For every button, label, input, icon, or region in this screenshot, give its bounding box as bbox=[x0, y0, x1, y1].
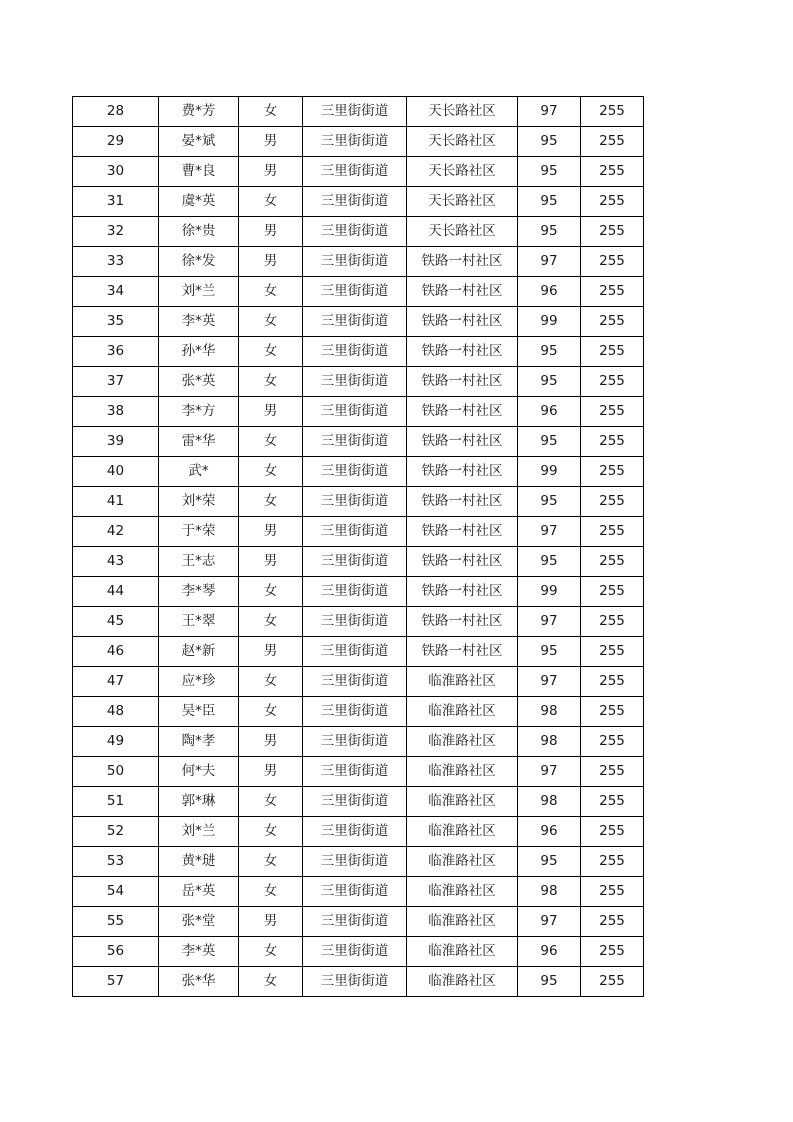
age-cell: 98 bbox=[518, 787, 581, 817]
community-cell: 临淮路社区 bbox=[407, 727, 518, 757]
gender-cell: 女 bbox=[239, 187, 303, 217]
age-cell: 99 bbox=[518, 457, 581, 487]
street-cell: 三里街街道 bbox=[303, 367, 407, 397]
community-cell: 铁路一村社区 bbox=[407, 487, 518, 517]
community-cell: 铁路一村社区 bbox=[407, 307, 518, 337]
row-number-cell: 55 bbox=[73, 907, 159, 937]
name-cell: 应*珍 bbox=[159, 667, 239, 697]
street-cell: 三里街街道 bbox=[303, 397, 407, 427]
age-cell: 97 bbox=[518, 907, 581, 937]
community-cell: 铁路一村社区 bbox=[407, 337, 518, 367]
amount-cell: 255 bbox=[581, 607, 644, 637]
community-cell: 铁路一村社区 bbox=[407, 457, 518, 487]
row-number-cell: 53 bbox=[73, 847, 159, 877]
gender-cell: 女 bbox=[239, 607, 303, 637]
age-cell: 95 bbox=[518, 847, 581, 877]
data-table bbox=[72, 96, 644, 997]
name-cell: 于*荣 bbox=[159, 517, 239, 547]
street-cell: 三里街街道 bbox=[303, 97, 407, 127]
street-cell: 三里街街道 bbox=[303, 697, 407, 727]
row-number-cell: 43 bbox=[73, 547, 159, 577]
street-cell: 三里街街道 bbox=[303, 517, 407, 547]
table-row bbox=[73, 637, 644, 667]
table-body bbox=[73, 97, 644, 997]
street-cell: 三里街街道 bbox=[303, 817, 407, 847]
gender-cell: 女 bbox=[239, 697, 303, 727]
amount-cell: 255 bbox=[581, 877, 644, 907]
gender-cell: 男 bbox=[239, 247, 303, 277]
table-row bbox=[73, 157, 644, 187]
table-row bbox=[73, 337, 644, 367]
row-number-cell: 45 bbox=[73, 607, 159, 637]
table-row bbox=[73, 607, 644, 637]
community-cell: 临淮路社区 bbox=[407, 697, 518, 727]
community-cell: 铁路一村社区 bbox=[407, 397, 518, 427]
community-cell: 天长路社区 bbox=[407, 127, 518, 157]
gender-cell: 女 bbox=[239, 847, 303, 877]
name-cell: 晏*斌 bbox=[159, 127, 239, 157]
gender-cell: 女 bbox=[239, 937, 303, 967]
gender-cell: 男 bbox=[239, 397, 303, 427]
amount-cell: 255 bbox=[581, 817, 644, 847]
name-cell: 武* bbox=[159, 457, 239, 487]
street-cell: 三里街街道 bbox=[303, 337, 407, 367]
amount-cell: 255 bbox=[581, 847, 644, 877]
street-cell: 三里街街道 bbox=[303, 907, 407, 937]
street-cell: 三里街街道 bbox=[303, 727, 407, 757]
name-cell: 王*翠 bbox=[159, 607, 239, 637]
row-number-cell: 38 bbox=[73, 397, 159, 427]
row-number-cell: 48 bbox=[73, 697, 159, 727]
gender-cell: 女 bbox=[239, 307, 303, 337]
table-row bbox=[73, 787, 644, 817]
amount-cell: 255 bbox=[581, 247, 644, 277]
street-cell: 三里街街道 bbox=[303, 667, 407, 697]
name-cell: 吴*臣 bbox=[159, 697, 239, 727]
amount-cell: 255 bbox=[581, 367, 644, 397]
amount-cell: 255 bbox=[581, 97, 644, 127]
row-number-cell: 35 bbox=[73, 307, 159, 337]
street-cell: 三里街街道 bbox=[303, 247, 407, 277]
row-number-cell: 51 bbox=[73, 787, 159, 817]
gender-cell: 男 bbox=[239, 547, 303, 577]
street-cell: 三里街街道 bbox=[303, 157, 407, 187]
name-cell: 张*英 bbox=[159, 367, 239, 397]
amount-cell: 255 bbox=[581, 427, 644, 457]
street-cell: 三里街街道 bbox=[303, 937, 407, 967]
name-cell: 王*志 bbox=[159, 547, 239, 577]
community-cell: 临淮路社区 bbox=[407, 937, 518, 967]
age-cell: 97 bbox=[518, 667, 581, 697]
row-number-cell: 30 bbox=[73, 157, 159, 187]
table-row bbox=[73, 487, 644, 517]
age-cell: 95 bbox=[518, 127, 581, 157]
age-cell: 97 bbox=[518, 607, 581, 637]
name-cell: 李*方 bbox=[159, 397, 239, 427]
row-number-cell: 57 bbox=[73, 967, 159, 997]
age-cell: 97 bbox=[518, 517, 581, 547]
age-cell: 95 bbox=[518, 427, 581, 457]
name-cell: 张*堂 bbox=[159, 907, 239, 937]
street-cell: 三里街街道 bbox=[303, 187, 407, 217]
table-row bbox=[73, 877, 644, 907]
amount-cell: 255 bbox=[581, 637, 644, 667]
table-row bbox=[73, 397, 644, 427]
street-cell: 三里街街道 bbox=[303, 277, 407, 307]
age-cell: 96 bbox=[518, 937, 581, 967]
gender-cell: 女 bbox=[239, 667, 303, 697]
table-row bbox=[73, 277, 644, 307]
name-cell: 虞*英 bbox=[159, 187, 239, 217]
street-cell: 三里街街道 bbox=[303, 577, 407, 607]
gender-cell: 男 bbox=[239, 127, 303, 157]
amount-cell: 255 bbox=[581, 187, 644, 217]
table-row bbox=[73, 517, 644, 547]
row-number-cell: 47 bbox=[73, 667, 159, 697]
table-row bbox=[73, 577, 644, 607]
row-number-cell: 32 bbox=[73, 217, 159, 247]
gender-cell: 女 bbox=[239, 277, 303, 307]
table-row bbox=[73, 907, 644, 937]
community-cell: 天长路社区 bbox=[407, 97, 518, 127]
age-cell: 95 bbox=[518, 487, 581, 517]
age-cell: 97 bbox=[518, 97, 581, 127]
name-cell: 徐*发 bbox=[159, 247, 239, 277]
community-cell: 临淮路社区 bbox=[407, 967, 518, 997]
age-cell: 95 bbox=[518, 967, 581, 997]
gender-cell: 女 bbox=[239, 967, 303, 997]
street-cell: 三里街街道 bbox=[303, 847, 407, 877]
street-cell: 三里街街道 bbox=[303, 217, 407, 247]
gender-cell: 女 bbox=[239, 877, 303, 907]
street-cell: 三里街街道 bbox=[303, 757, 407, 787]
gender-cell: 女 bbox=[239, 577, 303, 607]
name-cell: 徐*贵 bbox=[159, 217, 239, 247]
amount-cell: 255 bbox=[581, 667, 644, 697]
row-number-cell: 36 bbox=[73, 337, 159, 367]
name-cell: 曹*良 bbox=[159, 157, 239, 187]
amount-cell: 255 bbox=[581, 547, 644, 577]
street-cell: 三里街街道 bbox=[303, 127, 407, 157]
community-cell: 临淮路社区 bbox=[407, 667, 518, 697]
community-cell: 天长路社区 bbox=[407, 187, 518, 217]
name-cell: 郭*琳 bbox=[159, 787, 239, 817]
row-number-cell: 29 bbox=[73, 127, 159, 157]
age-cell: 95 bbox=[518, 187, 581, 217]
row-number-cell: 46 bbox=[73, 637, 159, 667]
community-cell: 临淮路社区 bbox=[407, 787, 518, 817]
amount-cell: 255 bbox=[581, 727, 644, 757]
name-cell: 李*英 bbox=[159, 307, 239, 337]
age-cell: 95 bbox=[518, 547, 581, 577]
street-cell: 三里街街道 bbox=[303, 787, 407, 817]
row-number-cell: 39 bbox=[73, 427, 159, 457]
row-number-cell: 52 bbox=[73, 817, 159, 847]
name-cell: 何*夫 bbox=[159, 757, 239, 787]
street-cell: 三里街街道 bbox=[303, 967, 407, 997]
community-cell: 临淮路社区 bbox=[407, 757, 518, 787]
table-row bbox=[73, 847, 644, 877]
community-cell: 临淮路社区 bbox=[407, 817, 518, 847]
amount-cell: 255 bbox=[581, 127, 644, 157]
gender-cell: 男 bbox=[239, 637, 303, 667]
table-row bbox=[73, 187, 644, 217]
community-cell: 天长路社区 bbox=[407, 217, 518, 247]
amount-cell: 255 bbox=[581, 307, 644, 337]
street-cell: 三里街街道 bbox=[303, 457, 407, 487]
name-cell: 费*芳 bbox=[159, 97, 239, 127]
table-row bbox=[73, 817, 644, 847]
name-cell: 陶*孝 bbox=[159, 727, 239, 757]
age-cell: 95 bbox=[518, 367, 581, 397]
table-row bbox=[73, 727, 644, 757]
row-number-cell: 49 bbox=[73, 727, 159, 757]
community-cell: 铁路一村社区 bbox=[407, 247, 518, 277]
row-number-cell: 41 bbox=[73, 487, 159, 517]
name-cell: 刘*荣 bbox=[159, 487, 239, 517]
name-cell: 刘*兰 bbox=[159, 277, 239, 307]
gender-cell: 女 bbox=[239, 427, 303, 457]
row-number-cell: 34 bbox=[73, 277, 159, 307]
street-cell: 三里街街道 bbox=[303, 547, 407, 577]
table-row bbox=[73, 697, 644, 727]
street-cell: 三里街街道 bbox=[303, 487, 407, 517]
gender-cell: 男 bbox=[239, 217, 303, 247]
street-cell: 三里街街道 bbox=[303, 427, 407, 457]
amount-cell: 255 bbox=[581, 517, 644, 547]
gender-cell: 女 bbox=[239, 457, 303, 487]
age-cell: 97 bbox=[518, 757, 581, 787]
age-cell: 95 bbox=[518, 217, 581, 247]
age-cell: 96 bbox=[518, 817, 581, 847]
amount-cell: 255 bbox=[581, 277, 644, 307]
amount-cell: 255 bbox=[581, 697, 644, 727]
street-cell: 三里街街道 bbox=[303, 307, 407, 337]
community-cell: 铁路一村社区 bbox=[407, 607, 518, 637]
street-cell: 三里街街道 bbox=[303, 637, 407, 667]
name-cell: 刘*兰 bbox=[159, 817, 239, 847]
amount-cell: 255 bbox=[581, 337, 644, 367]
age-cell: 96 bbox=[518, 277, 581, 307]
street-cell: 三里街街道 bbox=[303, 877, 407, 907]
age-cell: 98 bbox=[518, 727, 581, 757]
name-cell: 雷*华 bbox=[159, 427, 239, 457]
table-row bbox=[73, 97, 644, 127]
age-cell: 99 bbox=[518, 307, 581, 337]
name-cell: 李*琴 bbox=[159, 577, 239, 607]
gender-cell: 男 bbox=[239, 517, 303, 547]
table-row bbox=[73, 967, 644, 997]
table-row bbox=[73, 367, 644, 397]
name-cell: 岳*英 bbox=[159, 877, 239, 907]
amount-cell: 255 bbox=[581, 457, 644, 487]
community-cell: 铁路一村社区 bbox=[407, 277, 518, 307]
row-number-cell: 54 bbox=[73, 877, 159, 907]
table-row bbox=[73, 217, 644, 247]
table-row bbox=[73, 457, 644, 487]
street-cell: 三里街街道 bbox=[303, 607, 407, 637]
table-row bbox=[73, 547, 644, 577]
gender-cell: 女 bbox=[239, 487, 303, 517]
row-number-cell: 28 bbox=[73, 97, 159, 127]
table-row bbox=[73, 247, 644, 277]
name-cell: 孙*华 bbox=[159, 337, 239, 367]
table-row bbox=[73, 757, 644, 787]
row-number-cell: 44 bbox=[73, 577, 159, 607]
community-cell: 临淮路社区 bbox=[407, 847, 518, 877]
amount-cell: 255 bbox=[581, 757, 644, 787]
gender-cell: 女 bbox=[239, 97, 303, 127]
community-cell: 临淮路社区 bbox=[407, 877, 518, 907]
table-row bbox=[73, 667, 644, 697]
community-cell: 铁路一村社区 bbox=[407, 637, 518, 667]
amount-cell: 255 bbox=[581, 787, 644, 817]
community-cell: 铁路一村社区 bbox=[407, 517, 518, 547]
amount-cell: 255 bbox=[581, 937, 644, 967]
gender-cell: 男 bbox=[239, 757, 303, 787]
amount-cell: 255 bbox=[581, 967, 644, 997]
amount-cell: 255 bbox=[581, 397, 644, 427]
table-row bbox=[73, 937, 644, 967]
name-cell: 赵*新 bbox=[159, 637, 239, 667]
gender-cell: 女 bbox=[239, 337, 303, 367]
age-cell: 98 bbox=[518, 877, 581, 907]
gender-cell: 男 bbox=[239, 727, 303, 757]
name-cell: 李*英 bbox=[159, 937, 239, 967]
age-cell: 95 bbox=[518, 337, 581, 367]
community-cell: 铁路一村社区 bbox=[407, 427, 518, 457]
age-cell: 98 bbox=[518, 697, 581, 727]
community-cell: 铁路一村社区 bbox=[407, 367, 518, 397]
gender-cell: 女 bbox=[239, 367, 303, 397]
table-row bbox=[73, 127, 644, 157]
row-number-cell: 42 bbox=[73, 517, 159, 547]
name-cell: 张*华 bbox=[159, 967, 239, 997]
age-cell: 95 bbox=[518, 157, 581, 187]
age-cell: 99 bbox=[518, 577, 581, 607]
row-number-cell: 37 bbox=[73, 367, 159, 397]
name-cell: 黄*琎 bbox=[159, 847, 239, 877]
row-number-cell: 50 bbox=[73, 757, 159, 787]
community-cell: 天长路社区 bbox=[407, 157, 518, 187]
gender-cell: 女 bbox=[239, 817, 303, 847]
gender-cell: 男 bbox=[239, 157, 303, 187]
amount-cell: 255 bbox=[581, 157, 644, 187]
amount-cell: 255 bbox=[581, 907, 644, 937]
amount-cell: 255 bbox=[581, 577, 644, 607]
table-row bbox=[73, 427, 644, 457]
table-row bbox=[73, 307, 644, 337]
age-cell: 97 bbox=[518, 247, 581, 277]
gender-cell: 女 bbox=[239, 787, 303, 817]
row-number-cell: 33 bbox=[73, 247, 159, 277]
community-cell: 铁路一村社区 bbox=[407, 577, 518, 607]
row-number-cell: 40 bbox=[73, 457, 159, 487]
age-cell: 96 bbox=[518, 397, 581, 427]
amount-cell: 255 bbox=[581, 487, 644, 517]
row-number-cell: 31 bbox=[73, 187, 159, 217]
community-cell: 铁路一村社区 bbox=[407, 547, 518, 577]
row-number-cell: 56 bbox=[73, 937, 159, 967]
gender-cell: 男 bbox=[239, 907, 303, 937]
community-cell: 临淮路社区 bbox=[407, 907, 518, 937]
age-cell: 95 bbox=[518, 637, 581, 667]
amount-cell: 255 bbox=[581, 217, 644, 247]
